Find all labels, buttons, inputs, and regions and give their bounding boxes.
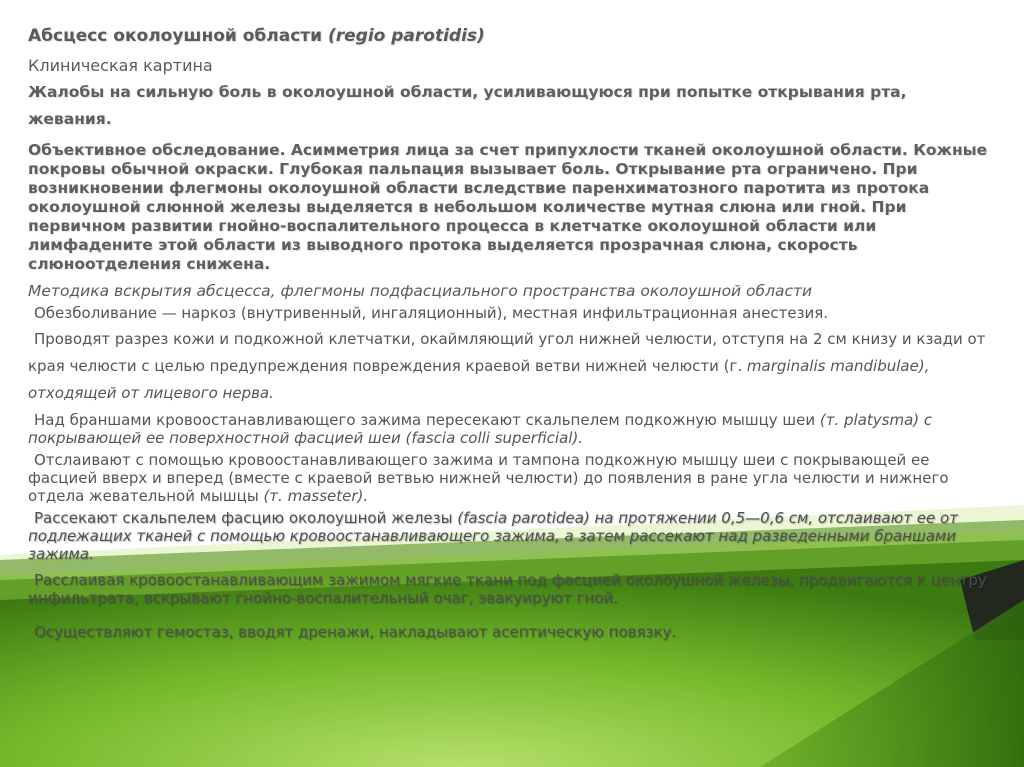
method-paragraph-2 bbox=[28, 326, 988, 407]
method-paragraph-5 bbox=[28, 509, 988, 563]
method-paragraph-4 bbox=[28, 451, 988, 505]
method-p5-text: Рассекают скальпелем фасцию околоушной железы bbox=[34, 509, 453, 527]
method-p3-text: Над браншами кровоостанавливающего зажима пересекают скальпелем подкожную мышцу шеи bbox=[34, 411, 816, 429]
objective-paragraph: Объективное обследование. Асимметрия лица за счет припухлости тканей околоушной области. Кожные покровы обычной окраски. Глубокая пальпация вызывает боль. Открывание рта ограничено. При возникновении флегмоны околоушной области вследствие паренхиматозного паротита из протока околоушной слюнной железы выделяется в небольшом количестве мутная слюна или гной. При первичном развитии гнойно-воспалительного процесса в клетчатке околоушной области или лимфадените этой области из выводного протока выделяется прозрачная слюна, скорость слюноотделения снижена. bbox=[28, 141, 988, 273]
slide-title bbox=[28, 26, 988, 46]
method-paragraph-6: Расслаивая кровоостанавливающим зажимом мягкие ткани под фасцией околоушной железы, продвигаются к центру инфильтрата, вскрывают гнойно-воспалительный очаг, эвакуируют гной. bbox=[28, 571, 987, 607]
method-p5-latin: (fascia parotidea) на протяжении 0,5—0,6 см, отслаивают ее от подлежащих тканей с помощью кровоостанавливающего зажима, а затем рассекают над разведенными браншами зажима. bbox=[28, 509, 958, 563]
complaints-paragraph: Жалобы на сильную боль в околоушной области, усиливающуюся при попытке открывания рта, жевания. bbox=[28, 83, 907, 128]
method-p2-latin: marginalis mandibulae), отходящей от лицевого нерва. bbox=[28, 357, 930, 402]
slide-content bbox=[28, 26, 988, 645]
method-p4-latin: (т. masseter). bbox=[263, 487, 369, 505]
method-p2-text: Проводят разрез кожи и подкожной клетчатки, окаймляющий угол нижней челюсти, отступя на 2 см книзу и кзади от края челюсти с целью предупреждения повреждения краевой ветви нижней челюсти (г. bbox=[28, 330, 986, 375]
method-heading: Методика вскрытия абсцесса, флегмоны подфасциального пространства околоушной области bbox=[28, 282, 813, 300]
title-latin: (regio parotidis) bbox=[327, 26, 485, 46]
method-p4-text: Отслаивают с помощью кровоостанавливающего зажима и тампона подкожную мышцу шеи с покрывающей ее фасцией вверх и вперед (вместе с краевой ветвью нижней челюсти) до появления в ране угла челюсти и нижнего отдела жевательной мышцы bbox=[28, 451, 949, 505]
method-paragraph-1: Обезболивание — наркоз (внутривенный, ингаляционный), местная инфильтрационная анестезия. bbox=[34, 304, 829, 322]
title-main: Абсцесс околоушной области bbox=[28, 26, 323, 46]
clinical-label: Клиническая картина bbox=[28, 56, 213, 75]
method-p3-latin: (т. platysma) с покрывающей ее поверхностной фасцией шеи (fascia colli superficial). bbox=[28, 411, 933, 447]
method-paragraph-7: Осуществляют гемостаз, вводят дренажи, накладывают асептическую повязку. bbox=[34, 623, 677, 641]
method-paragraph-3 bbox=[28, 411, 988, 447]
